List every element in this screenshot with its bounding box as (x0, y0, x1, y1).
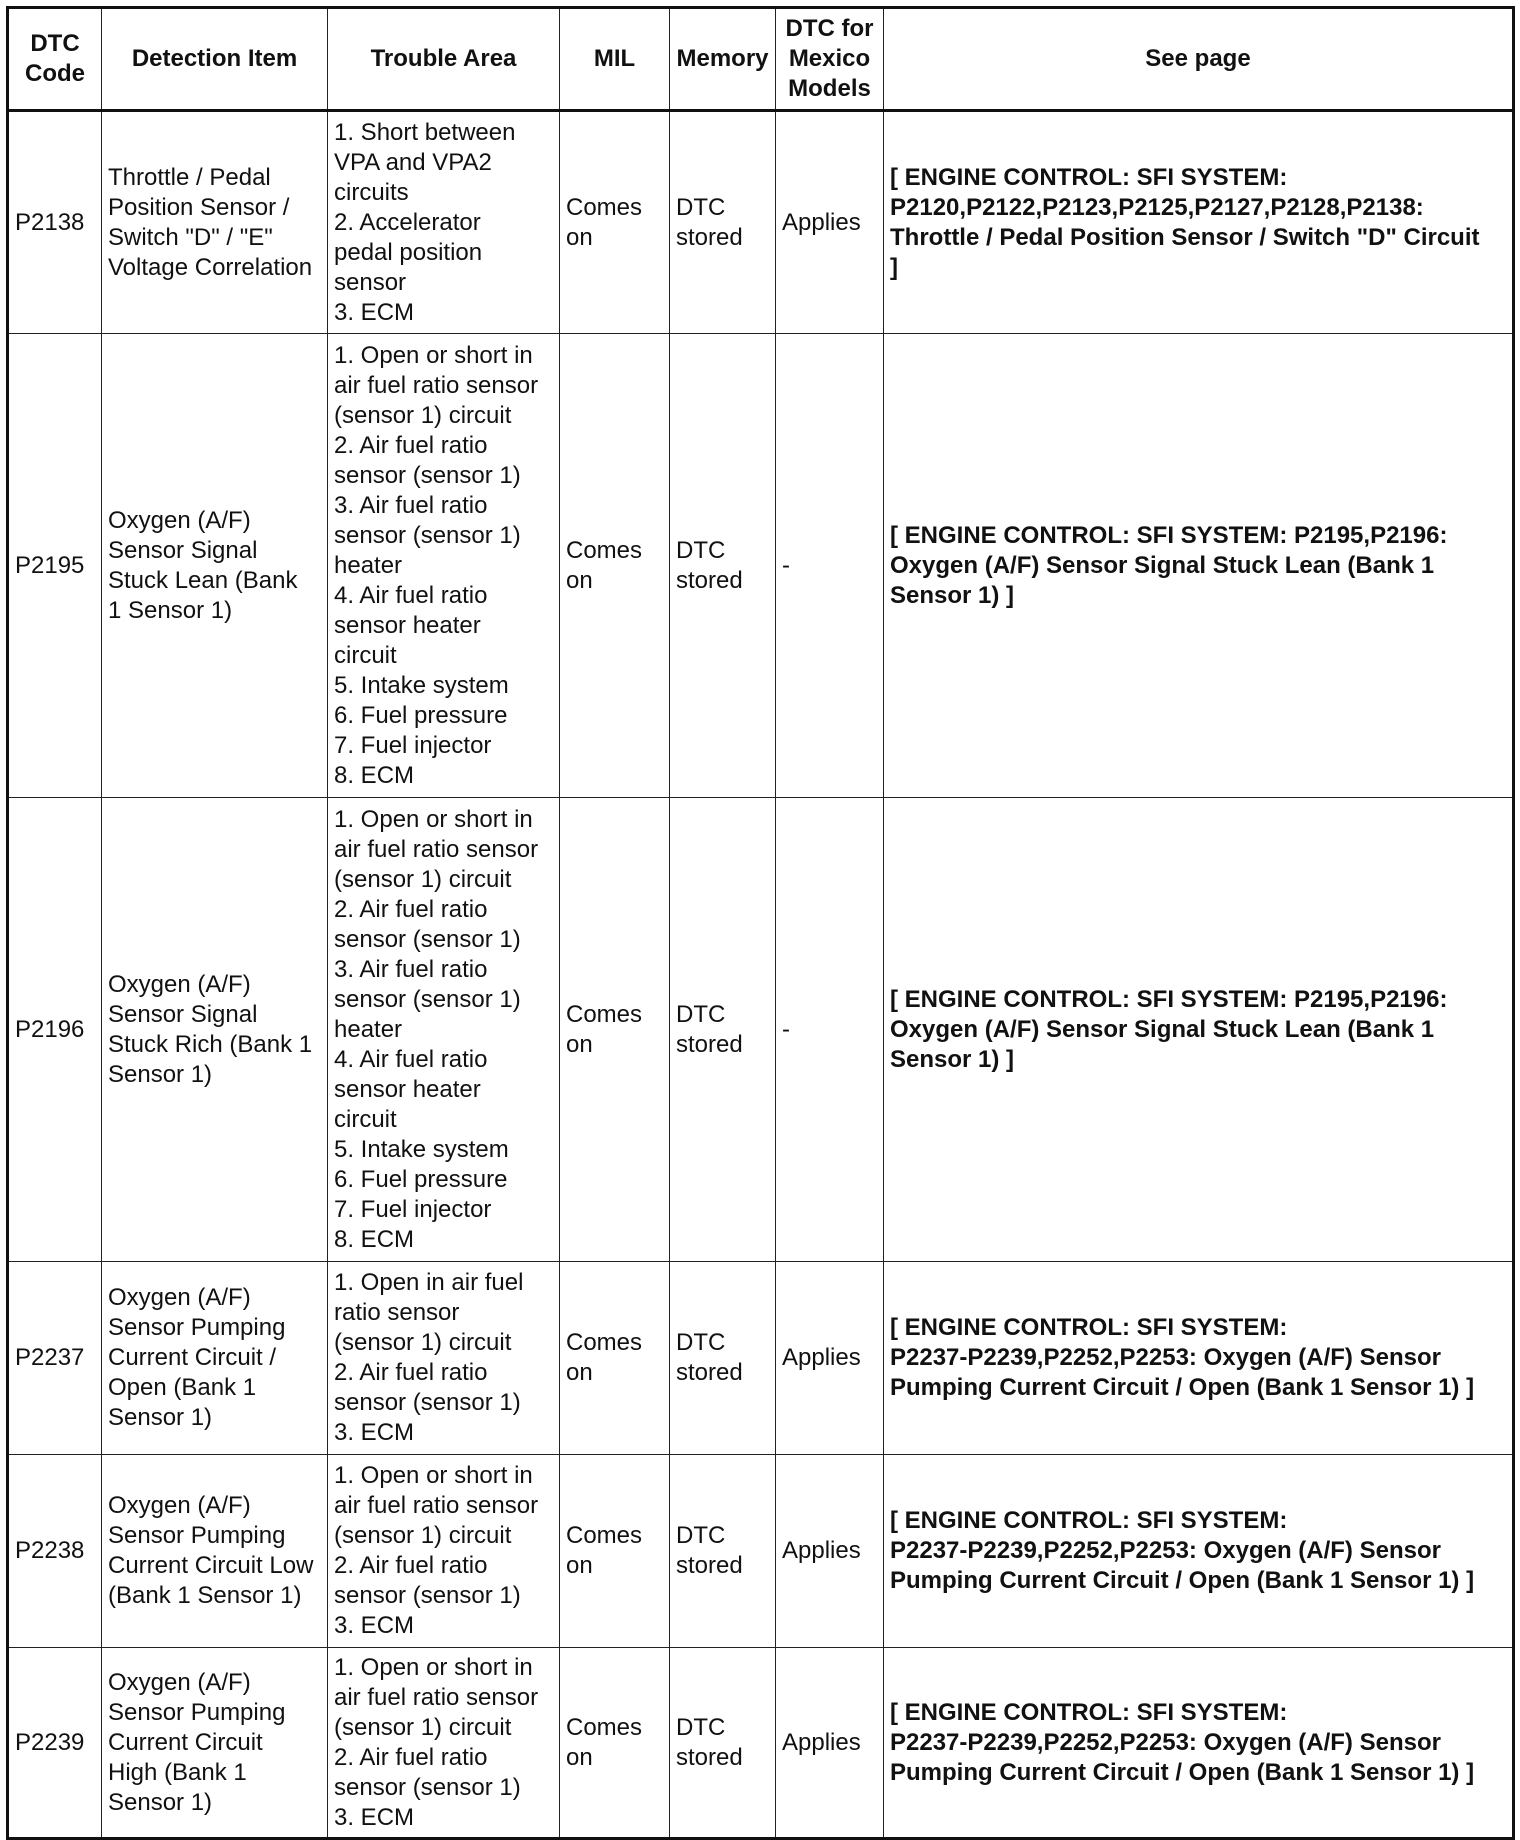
trouble-area-line: 3. ECM (334, 1612, 415, 1639)
trouble-area-line: 8. ECM (334, 761, 415, 789)
see-page-reference-line: ] (890, 253, 898, 281)
table-row (8, 798, 1514, 1262)
memory-line: DTC (676, 1000, 726, 1028)
trouble-area-line: sensor (sensor 1) (334, 925, 521, 953)
memory-line: DTC (676, 536, 726, 564)
memory-line: DTC (676, 1713, 726, 1741)
trouble-area-line: (sensor 1) circuit (334, 1713, 512, 1741)
trouble-area-line: 4. Air fuel ratio (334, 1045, 488, 1073)
trouble-area-line: 1. Open or short in (334, 1653, 533, 1681)
see-page-reference-line: [ ENGINE CONTROL: SFI SYSTEM: (890, 1314, 1288, 1341)
detection-item-line: Oxygen (A/F) (108, 1668, 251, 1696)
table-row (8, 1262, 1514, 1455)
dtc-table (6, 6, 1515, 1840)
detection-item-line: 1 Sensor 1) (108, 596, 233, 624)
mil-line: on (566, 1030, 593, 1058)
table-row (8, 1455, 1514, 1648)
detection-item-line: Sensor 1) (108, 1404, 213, 1431)
detection-item-line: Oxygen (A/F) (108, 1492, 251, 1519)
header-dtc-code: DTC Code (8, 8, 102, 111)
dtc-table-page (6, 6, 1512, 1834)
mil-line: on (566, 1743, 593, 1771)
trouble-area-line: 1. Short between (334, 118, 516, 146)
trouble-area-line: heater (334, 1015, 403, 1043)
trouble-area-line: circuit (334, 1105, 397, 1133)
detection-item-line: Current Circuit Low (108, 1552, 314, 1579)
trouble-area-line: 1. Open or short in (334, 341, 533, 369)
see-page-reference-line: Oxygen (A/F) Sensor Signal Stuck Lean (Bank 1 (890, 1015, 1435, 1043)
see-page-cell (884, 798, 1514, 1262)
detection-item-line: Oxygen (A/F) (108, 1284, 251, 1311)
trouble-area-line: sensor (sensor 1) (334, 1773, 521, 1801)
trouble-area-line: 2. Air fuel ratio (334, 1552, 488, 1579)
trouble-area-line: 1. Open or short in (334, 805, 533, 833)
mil-line: on (566, 566, 593, 594)
trouble-area-cell (328, 1648, 560, 1839)
table-row (8, 334, 1514, 798)
detection-item-cell (102, 1648, 328, 1839)
detection-item-line: Sensor Pumping (108, 1522, 286, 1549)
dtc-code-cell: P2237 (8, 1262, 102, 1455)
see-page-reference-line: [ ENGINE CONTROL: SFI SYSTEM: (890, 1507, 1288, 1534)
table-row (8, 1648, 1514, 1839)
detection-item-line: Oxygen (A/F) (108, 506, 251, 534)
trouble-area-line: 5. Intake system (334, 671, 509, 699)
detection-item-line: Sensor Signal (108, 1000, 258, 1028)
memory-line: stored (676, 223, 743, 251)
detection-item-line: Current Circuit (108, 1728, 263, 1756)
header-mexico-models: DTC for Mexico Models (776, 8, 884, 111)
trouble-area-line: air fuel ratio sensor (334, 835, 539, 863)
trouble-area-line: (sensor 1) circuit (334, 1522, 512, 1549)
memory-cell (670, 798, 776, 1262)
mil-line: on (566, 1552, 593, 1579)
detection-item-line: Open (Bank 1 (108, 1374, 257, 1401)
memory-cell (670, 111, 776, 334)
trouble-area-line: 2. Air fuel ratio (334, 431, 488, 459)
see-page-reference-line: Sensor 1) ] (890, 1045, 1015, 1073)
trouble-area-line: 3. ECM (334, 298, 415, 326)
trouble-area-line: sensor heater (334, 611, 481, 639)
see-page-cell (884, 1455, 1514, 1648)
memory-line: DTC (676, 1329, 726, 1356)
dtc-code-cell: P2239 (8, 1648, 102, 1839)
mil-cell (560, 1648, 670, 1839)
mil-line: Comes (566, 1329, 643, 1356)
mil-line: on (566, 1359, 593, 1386)
see-page-reference-line: Pumping Current Circuit / Open (Bank 1 Sensor 1) ] (890, 1374, 1475, 1401)
detection-item-line: Sensor 1) (108, 1060, 213, 1088)
mil-cell (560, 798, 670, 1262)
header-detection-item: Detection Item (102, 8, 328, 111)
trouble-area-cell (328, 111, 560, 334)
see-page-reference-line: [ ENGINE CONTROL: SFI SYSTEM: P2195,P2196: (890, 985, 1448, 1013)
trouble-area-line: sensor (sensor 1) (334, 521, 521, 549)
mexico-models-cell: - (776, 334, 884, 798)
trouble-area-line: heater (334, 551, 403, 579)
trouble-area-line: (sensor 1) circuit (334, 401, 512, 429)
see-page-cell (884, 334, 1514, 798)
detection-item-line: Sensor 1) (108, 1788, 213, 1816)
trouble-area-line: sensor (sensor 1) (334, 985, 521, 1013)
dtc-code-cell: P2195 (8, 334, 102, 798)
detection-item-cell (102, 1262, 328, 1455)
trouble-area-line: sensor (334, 268, 407, 296)
trouble-area-cell (328, 1262, 560, 1455)
see-page-reference-line: Sensor 1) ] (890, 581, 1015, 609)
mil-line: Comes (566, 1000, 643, 1028)
trouble-area-line: 7. Fuel injector (334, 1195, 492, 1223)
trouble-area-line: 2. Air fuel ratio (334, 1743, 488, 1771)
memory-line: stored (676, 566, 743, 594)
see-page-reference-line: [ ENGINE CONTROL: SFI SYSTEM: P2195,P2196: (890, 521, 1448, 549)
memory-cell (670, 1648, 776, 1839)
trouble-area-line: pedal position (334, 238, 483, 266)
trouble-area-line: 4. Air fuel ratio (334, 581, 488, 609)
trouble-area-line: 2. Air fuel ratio (334, 895, 488, 923)
trouble-area-line: (sensor 1) circuit (334, 865, 512, 893)
mil-line: Comes (566, 1522, 643, 1549)
trouble-area-line: 1. Open or short in (334, 1462, 533, 1489)
memory-cell (670, 1262, 776, 1455)
memory-line: stored (676, 1743, 743, 1771)
see-page-reference-line: [ ENGINE CONTROL: SFI SYSTEM: (890, 1698, 1288, 1726)
see-page-reference-line: P2237-P2239,P2252,P2253: Oxygen (A/F) Sensor (890, 1728, 1441, 1756)
detection-item-cell (102, 1455, 328, 1648)
table-row (8, 111, 1514, 334)
trouble-area-line: 6. Fuel pressure (334, 701, 508, 729)
trouble-area-line: air fuel ratio sensor (334, 371, 539, 399)
mexico-models-cell: Applies (776, 1262, 884, 1455)
trouble-area-line: 3. Air fuel ratio (334, 491, 488, 519)
memory-cell (670, 334, 776, 798)
detection-item-cell (102, 111, 328, 334)
trouble-area-line: air fuel ratio sensor (334, 1683, 539, 1711)
see-page-cell (884, 111, 1514, 334)
header-row (8, 8, 1514, 111)
trouble-area-line: circuits (334, 178, 409, 206)
trouble-area-line: (sensor 1) circuit (334, 1329, 512, 1356)
detection-item-line: (Bank 1 Sensor 1) (108, 1582, 302, 1609)
mil-line: on (566, 223, 593, 251)
detection-item-line: Current Circuit / (108, 1344, 277, 1371)
trouble-area-line: 3. ECM (334, 1419, 415, 1446)
trouble-area-cell (328, 1455, 560, 1648)
trouble-area-cell (328, 798, 560, 1262)
memory-line: DTC (676, 193, 726, 221)
mil-cell (560, 111, 670, 334)
mil-cell (560, 334, 670, 798)
trouble-area-line: sensor (sensor 1) (334, 461, 521, 489)
header-mil: MIL (560, 8, 670, 111)
detection-item-line: Oxygen (A/F) (108, 970, 251, 998)
detection-item-line: High (Bank 1 (108, 1758, 247, 1786)
mil-line: Comes (566, 193, 643, 221)
trouble-area-line: sensor (sensor 1) (334, 1389, 521, 1416)
detection-item-line: Voltage Correlation (108, 253, 313, 281)
see-page-cell (884, 1648, 1514, 1839)
see-page-reference-line: [ ENGINE CONTROL: SFI SYSTEM: (890, 163, 1288, 191)
trouble-area-line: 3. ECM (334, 1803, 415, 1831)
see-page-reference-line: P2237-P2239,P2252,P2253: Oxygen (A/F) Sensor (890, 1344, 1441, 1371)
memory-line: DTC (676, 1522, 726, 1549)
dtc-code-cell: P2196 (8, 798, 102, 1262)
mexico-models-cell: Applies (776, 111, 884, 334)
see-page-reference-line: Throttle / Pedal Position Sensor / Switch "D" Circuit (890, 223, 1480, 251)
trouble-area-line: 2. Air fuel ratio (334, 1359, 488, 1386)
detection-item-line: Switch "D" / "E" (108, 223, 273, 251)
trouble-area-line: 2. Accelerator (334, 208, 481, 236)
mil-cell (560, 1455, 670, 1648)
mexico-models-cell: Applies (776, 1648, 884, 1839)
trouble-area-line: sensor (sensor 1) (334, 1582, 521, 1609)
dtc-code-cell: P2238 (8, 1455, 102, 1648)
see-page-reference-line: P2120,P2122,P2123,P2125,P2127,P2128,P2138: (890, 193, 1424, 221)
detection-item-line: Stuck Rich (Bank 1 (108, 1030, 313, 1058)
mil-line: Comes (566, 1713, 643, 1741)
trouble-area-line: 1. Open in air fuel (334, 1269, 524, 1296)
trouble-area-line: circuit (334, 641, 397, 669)
detection-item-line: Sensor Pumping (108, 1314, 286, 1341)
detection-item-line: Throttle / Pedal (108, 163, 271, 191)
detection-item-line: Sensor Pumping (108, 1698, 286, 1726)
detection-item-cell (102, 334, 328, 798)
detection-item-line: Stuck Lean (Bank (108, 566, 298, 594)
trouble-area-line: 5. Intake system (334, 1135, 509, 1163)
memory-cell (670, 1455, 776, 1648)
memory-line: stored (676, 1030, 743, 1058)
see-page-reference-line: Pumping Current Circuit / Open (Bank 1 Sensor 1) ] (890, 1567, 1475, 1594)
mil-line: Comes (566, 536, 643, 564)
trouble-area-line: ratio sensor (334, 1299, 460, 1326)
memory-line: stored (676, 1359, 743, 1386)
see-page-reference-line: Pumping Current Circuit / Open (Bank 1 Sensor 1) ] (890, 1758, 1475, 1786)
trouble-area-line: 6. Fuel pressure (334, 1165, 508, 1193)
header-trouble-area: Trouble Area (328, 8, 560, 111)
memory-line: stored (676, 1552, 743, 1579)
see-page-reference-line: Oxygen (A/F) Sensor Signal Stuck Lean (Bank 1 (890, 551, 1435, 579)
trouble-area-line: air fuel ratio sensor (334, 1492, 539, 1519)
detection-item-line: Sensor Signal (108, 536, 258, 564)
trouble-area-line: 8. ECM (334, 1225, 415, 1253)
detection-item-line: Position Sensor / (108, 193, 290, 221)
see-page-reference-line: P2237-P2239,P2252,P2253: Oxygen (A/F) Sensor (890, 1537, 1441, 1564)
mexico-models-cell: Applies (776, 1455, 884, 1648)
trouble-area-line: sensor heater (334, 1075, 481, 1103)
dtc-code-cell: P2138 (8, 111, 102, 334)
trouble-area-cell (328, 334, 560, 798)
detection-item-cell (102, 798, 328, 1262)
header-see-page: See page (884, 8, 1514, 111)
trouble-area-line: VPA and VPA2 (334, 148, 492, 176)
see-page-cell (884, 1262, 1514, 1455)
trouble-area-line: 3. Air fuel ratio (334, 955, 488, 983)
trouble-area-line: 7. Fuel injector (334, 731, 492, 759)
mexico-models-cell: - (776, 798, 884, 1262)
mil-cell (560, 1262, 670, 1455)
header-memory: Memory (670, 8, 776, 111)
